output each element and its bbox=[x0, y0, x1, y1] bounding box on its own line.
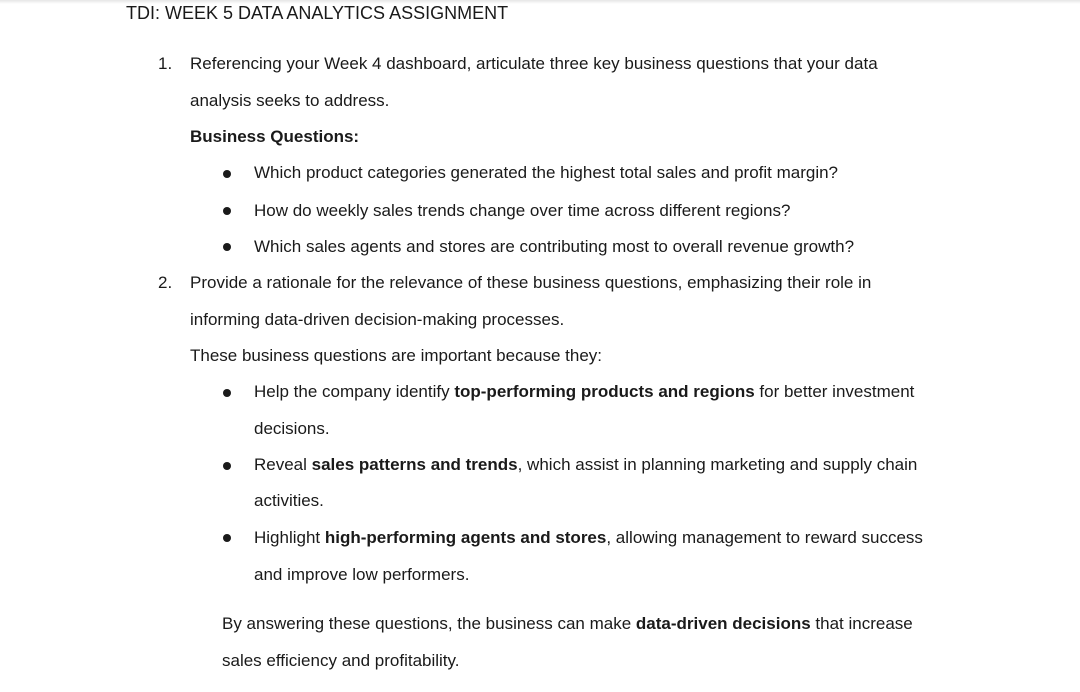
conclusion-continuation: sales efficiency and profitability. bbox=[222, 651, 460, 670]
conclusion-text: By answering these questions, the business can make bbox=[222, 614, 636, 633]
question-1-line-2: analysis seeks to address. bbox=[190, 91, 390, 110]
rationale-emphasis: sales patterns and trends bbox=[311, 455, 518, 474]
business-questions-heading: Business Questions: bbox=[190, 127, 360, 146]
bullet-icon bbox=[223, 170, 231, 178]
bullet-icon bbox=[223, 243, 231, 251]
conclusion-emphasis: data-driven decisions bbox=[635, 614, 811, 633]
rationale-text: , allowing management to reward success bbox=[606, 528, 923, 547]
business-question-item: Which sales agents and stores are contributing most to overall revenue growth? bbox=[254, 237, 855, 256]
rationale-item-continuation: and improve low performers. bbox=[254, 565, 470, 584]
question-1-number: 1. bbox=[158, 54, 173, 73]
rationale-intro: These business questions are important because they: bbox=[190, 346, 603, 365]
question-1-line-1: Referencing your Week 4 dashboard, articulate three key business questions that your data bbox=[190, 54, 878, 73]
bullet-icon bbox=[223, 207, 231, 215]
question-2-number: 2. bbox=[158, 273, 173, 292]
rationale-item bbox=[254, 382, 914, 402]
rationale-item-continuation: activities. bbox=[254, 491, 324, 510]
bullet-icon bbox=[223, 389, 231, 397]
bullet-icon bbox=[223, 462, 231, 470]
question-2-line-1: Provide a rationale for the relevance of these business questions, emphasizing their role in bbox=[190, 273, 872, 292]
document-title: TDI: WEEK 5 DATA ANALYTICS ASSIGNMENT bbox=[126, 3, 509, 23]
business-question-item: How do weekly sales trends change over time across different regions? bbox=[254, 201, 791, 220]
bullet-icon bbox=[223, 534, 231, 542]
rationale-text: Help the company identify bbox=[254, 382, 455, 401]
rationale-item-continuation: decisions. bbox=[254, 419, 330, 438]
rationale-text: , which assist in planning marketing and supply chain bbox=[517, 455, 918, 474]
rationale-emphasis: top-performing products and regions bbox=[454, 382, 755, 401]
business-question-item: Which product categories generated the highest total sales and profit margin? bbox=[254, 163, 839, 182]
conclusion-text: that increase bbox=[810, 614, 913, 633]
question-2-line-2: informing data-driven decision-making processes. bbox=[190, 310, 565, 329]
conclusion-paragraph bbox=[222, 614, 913, 634]
rationale-emphasis: high-performing agents and stores bbox=[324, 528, 607, 547]
rationale-item bbox=[254, 455, 917, 475]
rationale-item bbox=[254, 528, 923, 548]
rationale-text: for better investment bbox=[754, 382, 915, 401]
rationale-text: Reveal bbox=[254, 455, 312, 474]
rationale-text: Highlight bbox=[254, 528, 325, 547]
